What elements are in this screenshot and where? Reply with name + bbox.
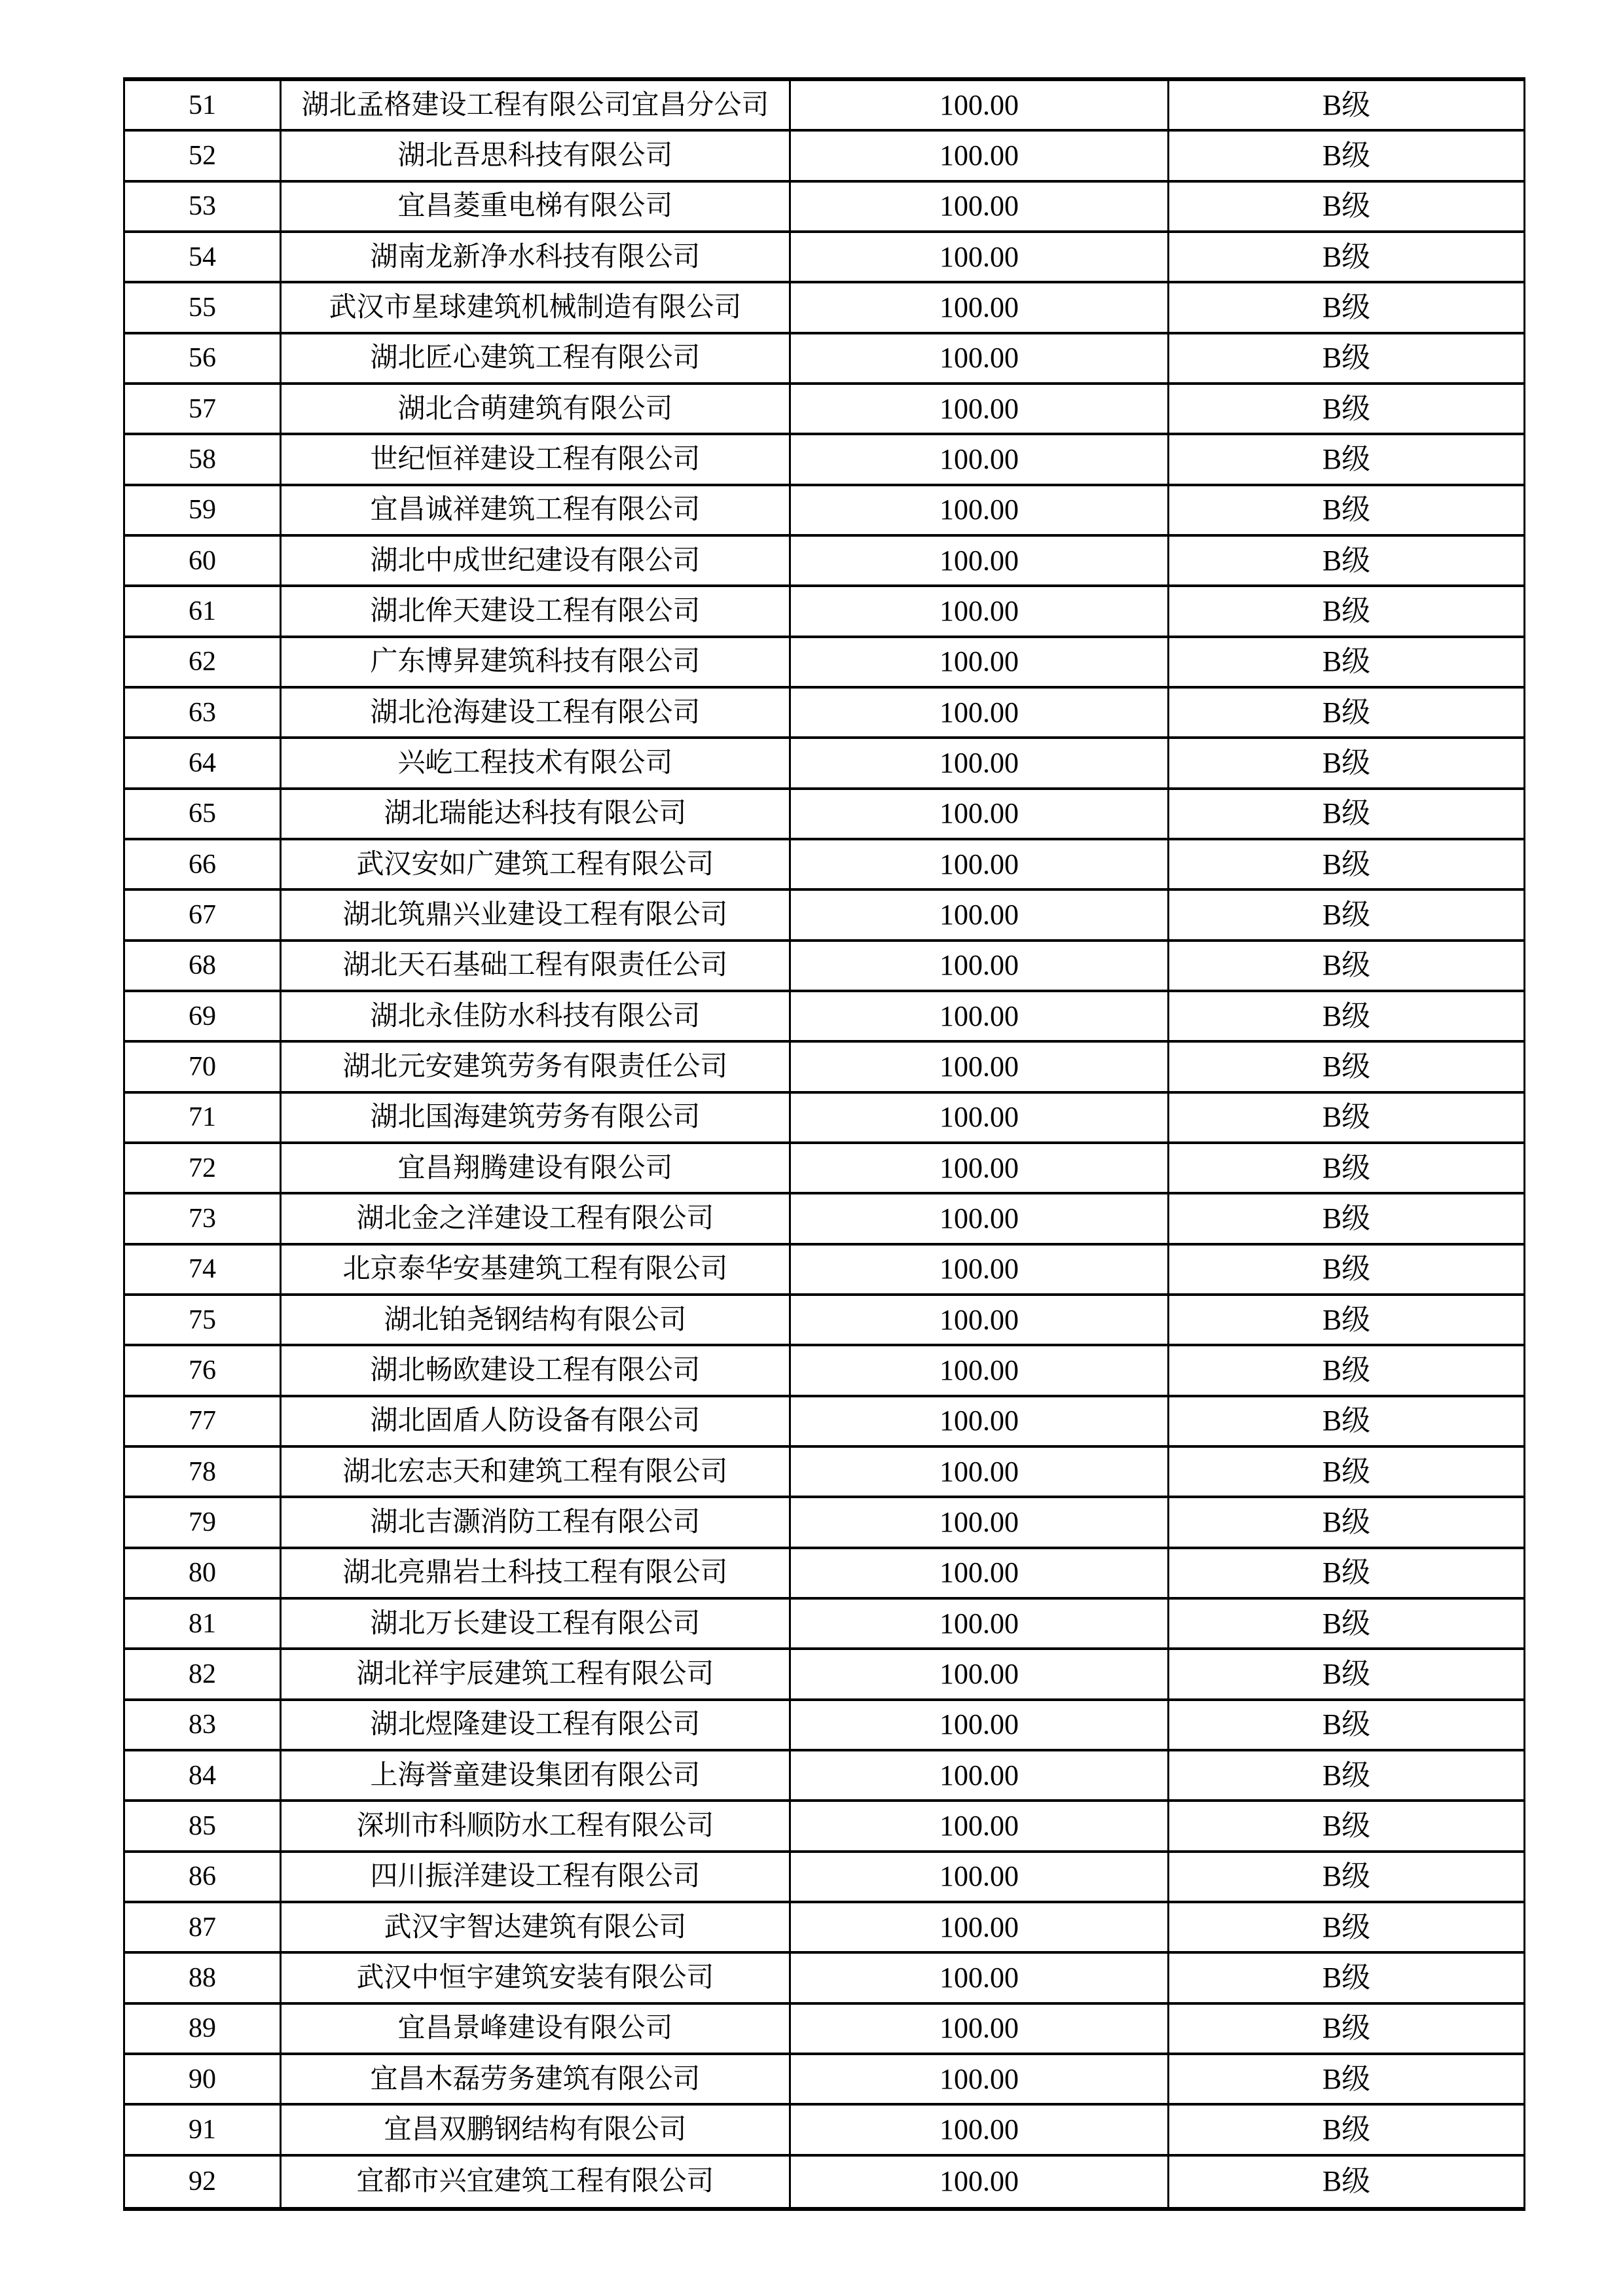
grade-cell: B级 <box>1322 1202 1371 1234</box>
score-cell: 100.00 <box>791 183 1169 230</box>
grade-cell: B级 <box>1322 88 1371 121</box>
score-cell: 100.00 <box>791 992 1169 1040</box>
grade-cell: B级 <box>1322 544 1371 577</box>
company-name-cell: 四川振洋建设工程有限公司 <box>282 1853 791 1901</box>
table-row <box>125 537 1523 587</box>
row-number-cell: 66 <box>125 840 282 888</box>
company-name-cell: 北京泰华安基建筑工程有限公司 <box>282 1246 791 1293</box>
score-cell: 100.00 <box>791 587 1169 635</box>
grade-cell: B级 <box>1322 1101 1371 1134</box>
row-number-cell: 52 <box>125 132 282 179</box>
score-cell: 100.00 <box>791 385 1169 433</box>
table-row <box>125 283 1523 334</box>
score-cell: 100.00 <box>791 486 1169 534</box>
grade-cell: B级 <box>1322 1151 1371 1184</box>
table-row <box>125 1549 1523 1600</box>
company-name-cell: 湖北畅欧建设工程有限公司 <box>282 1346 791 1394</box>
company-name-cell: 湖北沧海建设工程有限公司 <box>282 689 791 736</box>
grade-cell: B级 <box>1322 1860 1371 1893</box>
grade-cell: B级 <box>1322 1759 1371 1791</box>
grade-cell: B级 <box>1322 1607 1371 1640</box>
table-row <box>125 1600 1523 1650</box>
table-row <box>125 233 1523 283</box>
score-cell: 100.00 <box>791 1346 1169 1394</box>
row-number-cell: 60 <box>125 537 282 584</box>
row-number-cell: 51 <box>125 81 282 129</box>
score-cell: 100.00 <box>791 1246 1169 1293</box>
score-cell: 100.00 <box>791 1194 1169 1242</box>
row-number-cell: 64 <box>125 739 282 787</box>
row-number-cell: 78 <box>125 1448 282 1496</box>
company-name-cell: 湖北中成世纪建设有限公司 <box>282 537 791 584</box>
score-cell: 100.00 <box>791 2005 1169 2053</box>
company-name-cell: 武汉市星球建筑机械制造有限公司 <box>282 283 791 331</box>
table-row <box>125 1448 1523 1498</box>
score-cell: 100.00 <box>791 1144 1169 1192</box>
company-name-cell: 湖北万长建设工程有限公司 <box>282 1600 791 1647</box>
grade-cell: B级 <box>1322 1657 1371 1690</box>
grade-cell: B级 <box>1322 240 1371 273</box>
table-row <box>125 587 1523 637</box>
grade-cell: B级 <box>1322 1050 1371 1083</box>
company-name-cell: 武汉中恒宇建筑安装有限公司 <box>282 1954 791 2001</box>
company-name-cell: 湖北祥宇辰建筑工程有限公司 <box>282 1650 791 1698</box>
table-row <box>125 942 1523 992</box>
row-number-cell: 83 <box>125 1701 282 1749</box>
company-name-cell: 湖北永佳防水科技有限公司 <box>282 992 791 1040</box>
table-row <box>125 891 1523 941</box>
row-number-cell: 53 <box>125 183 282 230</box>
score-cell: 100.00 <box>791 1296 1169 1344</box>
score-cell: 100.00 <box>791 1397 1169 1445</box>
row-number-cell: 65 <box>125 790 282 838</box>
company-name-cell: 湖北合萌建筑有限公司 <box>282 385 791 433</box>
table-row <box>125 689 1523 739</box>
row-number-cell: 59 <box>125 486 282 534</box>
score-cell: 100.00 <box>791 81 1169 129</box>
table-row <box>125 1954 1523 2004</box>
table-row <box>125 486 1523 537</box>
grade-cell: B级 <box>1322 139 1371 171</box>
company-name-cell: 世纪恒祥建设工程有限公司 <box>282 435 791 483</box>
score-cell: 100.00 <box>791 1650 1169 1698</box>
row-number-cell: 71 <box>125 1094 282 1141</box>
company-name-cell: 湖北固盾人防设备有限公司 <box>282 1397 791 1445</box>
score-cell: 100.00 <box>791 283 1169 331</box>
rating-table <box>123 77 1525 2211</box>
company-name-cell: 深圳市科顺防水工程有限公司 <box>282 1802 791 1850</box>
grade-cell: B级 <box>1322 1708 1371 1741</box>
grade-cell: B级 <box>1322 848 1371 880</box>
table-row <box>125 1802 1523 1852</box>
table-row <box>125 638 1523 689</box>
grade-cell: B级 <box>1322 594 1371 627</box>
row-number-cell: 88 <box>125 1954 282 2001</box>
row-number-cell: 62 <box>125 638 282 686</box>
grade-cell: B级 <box>1322 190 1371 223</box>
row-number-cell: 55 <box>125 283 282 331</box>
company-name-cell: 湖北亮鼎岩土科技工程有限公司 <box>282 1549 791 1597</box>
row-number-cell: 79 <box>125 1498 282 1546</box>
company-name-cell: 宜昌菱重电梯有限公司 <box>282 183 791 230</box>
company-name-cell: 湖北国海建筑劳务有限公司 <box>282 1094 791 1141</box>
row-number-cell: 75 <box>125 1296 282 1344</box>
company-name-cell: 湖北宏志天和建筑工程有限公司 <box>282 1448 791 1496</box>
row-number-cell: 54 <box>125 233 282 281</box>
score-cell: 100.00 <box>791 2106 1169 2153</box>
score-cell: 100.00 <box>791 1701 1169 1749</box>
score-cell: 100.00 <box>791 638 1169 686</box>
score-cell: 100.00 <box>791 1853 1169 1901</box>
score-cell: 100.00 <box>791 689 1169 736</box>
table-row <box>125 435 1523 486</box>
score-cell: 100.00 <box>791 1903 1169 1951</box>
score-cell: 100.00 <box>791 1498 1169 1546</box>
row-number-cell: 91 <box>125 2106 282 2153</box>
row-number-cell: 90 <box>125 2055 282 2103</box>
row-number-cell: 72 <box>125 1144 282 1192</box>
score-cell: 100.00 <box>791 942 1169 990</box>
score-cell: 100.00 <box>791 1448 1169 1496</box>
score-cell: 100.00 <box>791 2157 1169 2207</box>
company-name-cell: 湖北筑鼎兴业建设工程有限公司 <box>282 891 791 939</box>
row-number-cell: 84 <box>125 1751 282 1799</box>
company-name-cell: 湖北吾思科技有限公司 <box>282 132 791 179</box>
score-cell: 100.00 <box>791 334 1169 382</box>
row-number-cell: 85 <box>125 1802 282 1850</box>
score-cell: 100.00 <box>791 2055 1169 2103</box>
table-row <box>125 334 1523 385</box>
row-number-cell: 92 <box>125 2157 282 2207</box>
company-name-cell: 湖北匠心建筑工程有限公司 <box>282 334 791 382</box>
grade-cell: B级 <box>1322 1253 1371 1285</box>
score-cell: 100.00 <box>791 790 1169 838</box>
grade-cell: B级 <box>1322 342 1371 374</box>
score-cell: 100.00 <box>791 1549 1169 1597</box>
score-cell: 100.00 <box>791 1094 1169 1141</box>
score-cell: 100.00 <box>791 132 1169 179</box>
company-name-cell: 湖北元安建筑劳务有限责任公司 <box>282 1043 791 1090</box>
grade-cell: B级 <box>1322 392 1371 425</box>
table-row <box>125 840 1523 891</box>
table-row <box>125 1194 1523 1245</box>
row-number-cell: 82 <box>125 1650 282 1698</box>
table-row <box>125 132 1523 182</box>
row-number-cell: 70 <box>125 1043 282 1090</box>
row-number-cell: 58 <box>125 435 282 483</box>
company-name-cell: 上海誉童建设集团有限公司 <box>282 1751 791 1799</box>
row-number-cell: 68 <box>125 942 282 990</box>
company-name-cell: 湖北侔天建设工程有限公司 <box>282 587 791 635</box>
table-row <box>125 1650 1523 1700</box>
score-cell: 100.00 <box>791 1751 1169 1799</box>
company-name-cell: 湖北铂尧钢结构有限公司 <box>282 1296 791 1344</box>
table-row <box>125 1043 1523 1093</box>
company-name-cell: 湖北吉灏消防工程有限公司 <box>282 1498 791 1546</box>
grade-cell: B级 <box>1322 1303 1371 1336</box>
table-row <box>125 1903 1523 1954</box>
grade-cell: B级 <box>1322 898 1371 931</box>
company-name-cell: 湖南龙新净水科技有限公司 <box>282 233 791 281</box>
row-number-cell: 74 <box>125 1246 282 1293</box>
table-row <box>125 183 1523 233</box>
company-name-cell: 宜都市兴宜建筑工程有限公司 <box>282 2157 791 2207</box>
grade-cell: B级 <box>1322 645 1371 678</box>
table-row <box>125 1246 1523 1296</box>
company-name-cell: 武汉安如广建筑工程有限公司 <box>282 840 791 888</box>
row-number-cell: 69 <box>125 992 282 1040</box>
row-number-cell: 56 <box>125 334 282 382</box>
table-row <box>125 1144 1523 1194</box>
grade-cell: B级 <box>1322 696 1371 728</box>
table-row <box>125 1397 1523 1448</box>
grade-cell: B级 <box>1322 1809 1371 1842</box>
score-cell: 100.00 <box>791 537 1169 584</box>
company-name-cell: 湖北天石基础工程有限责任公司 <box>282 942 791 990</box>
score-cell: 100.00 <box>791 233 1169 281</box>
grade-cell: B级 <box>1322 2062 1371 2095</box>
table-row <box>125 739 1523 789</box>
row-number-cell: 87 <box>125 1903 282 1951</box>
score-cell: 100.00 <box>791 840 1169 888</box>
table-row <box>125 2005 1523 2055</box>
score-cell: 100.00 <box>791 739 1169 787</box>
grade-cell: B级 <box>1322 999 1371 1032</box>
grade-cell: B级 <box>1322 493 1371 526</box>
score-cell: 100.00 <box>791 1600 1169 1647</box>
table-row <box>125 81 1523 132</box>
score-cell: 100.00 <box>791 1954 1169 2001</box>
table-row <box>125 1751 1523 1802</box>
score-cell: 100.00 <box>791 1802 1169 1850</box>
row-number-cell: 89 <box>125 2005 282 2053</box>
row-number-cell: 73 <box>125 1194 282 1242</box>
company-name-cell: 广东博昇建筑科技有限公司 <box>282 638 791 686</box>
company-name-cell: 兴屹工程技术有限公司 <box>282 739 791 787</box>
company-name-cell: 湖北瑞能达科技有限公司 <box>282 790 791 838</box>
company-name-cell: 湖北金之洋建设工程有限公司 <box>282 1194 791 1242</box>
grade-cell: B级 <box>1322 1405 1371 1437</box>
company-name-cell: 宜昌木磊劳务建筑有限公司 <box>282 2055 791 2103</box>
table-row <box>125 2106 1523 2156</box>
grade-cell: B级 <box>1322 1961 1371 1994</box>
company-name-cell: 宜昌景峰建设有限公司 <box>282 2005 791 2053</box>
grade-cell: B级 <box>1322 797 1371 830</box>
row-number-cell: 61 <box>125 587 282 635</box>
row-number-cell: 76 <box>125 1346 282 1394</box>
company-name-cell: 湖北孟格建设工程有限公司宜昌分公司 <box>282 81 791 129</box>
company-name-cell: 宜昌翔腾建设有限公司 <box>282 1144 791 1192</box>
table-row <box>125 1296 1523 1346</box>
score-cell: 100.00 <box>791 435 1169 483</box>
grade-cell: B级 <box>1322 2113 1371 2145</box>
grade-cell: B级 <box>1322 1505 1371 1538</box>
table-row <box>125 1346 1523 1397</box>
score-cell: 100.00 <box>791 1043 1169 1090</box>
grade-cell: B级 <box>1322 291 1371 323</box>
grade-cell: B级 <box>1322 1455 1371 1488</box>
row-number-cell: 67 <box>125 891 282 939</box>
grade-cell: B级 <box>1322 2012 1371 2045</box>
table-row <box>125 992 1523 1043</box>
grade-cell: B级 <box>1322 949 1371 982</box>
table-row <box>125 385 1523 435</box>
table-row <box>125 2055 1523 2106</box>
company-name-cell: 武汉宇智达建筑有限公司 <box>282 1903 791 1951</box>
table-row <box>125 1094 1523 1144</box>
row-number-cell: 81 <box>125 1600 282 1647</box>
row-number-cell: 57 <box>125 385 282 433</box>
grade-cell: B级 <box>1322 1354 1371 1386</box>
company-name-cell: 宜昌诚祥建筑工程有限公司 <box>282 486 791 534</box>
table-row <box>125 1498 1523 1549</box>
grade-cell: B级 <box>1322 442 1371 475</box>
row-number-cell: 86 <box>125 1853 282 1901</box>
row-number-cell: 80 <box>125 1549 282 1597</box>
company-name-cell: 宜昌双鹏钢结构有限公司 <box>282 2106 791 2153</box>
company-name-cell: 湖北煜隆建设工程有限公司 <box>282 1701 791 1749</box>
table-row <box>125 1701 1523 1751</box>
grade-cell: B级 <box>1322 2165 1371 2198</box>
grade-cell: B级 <box>1322 1910 1371 1943</box>
row-number-cell: 63 <box>125 689 282 736</box>
grade-cell: B级 <box>1322 746 1371 779</box>
score-cell: 100.00 <box>791 891 1169 939</box>
grade-cell: B级 <box>1322 1556 1371 1589</box>
table-row <box>125 1853 1523 1903</box>
row-number-cell: 77 <box>125 1397 282 1445</box>
table-row <box>125 790 1523 840</box>
table-row <box>125 2157 1523 2207</box>
